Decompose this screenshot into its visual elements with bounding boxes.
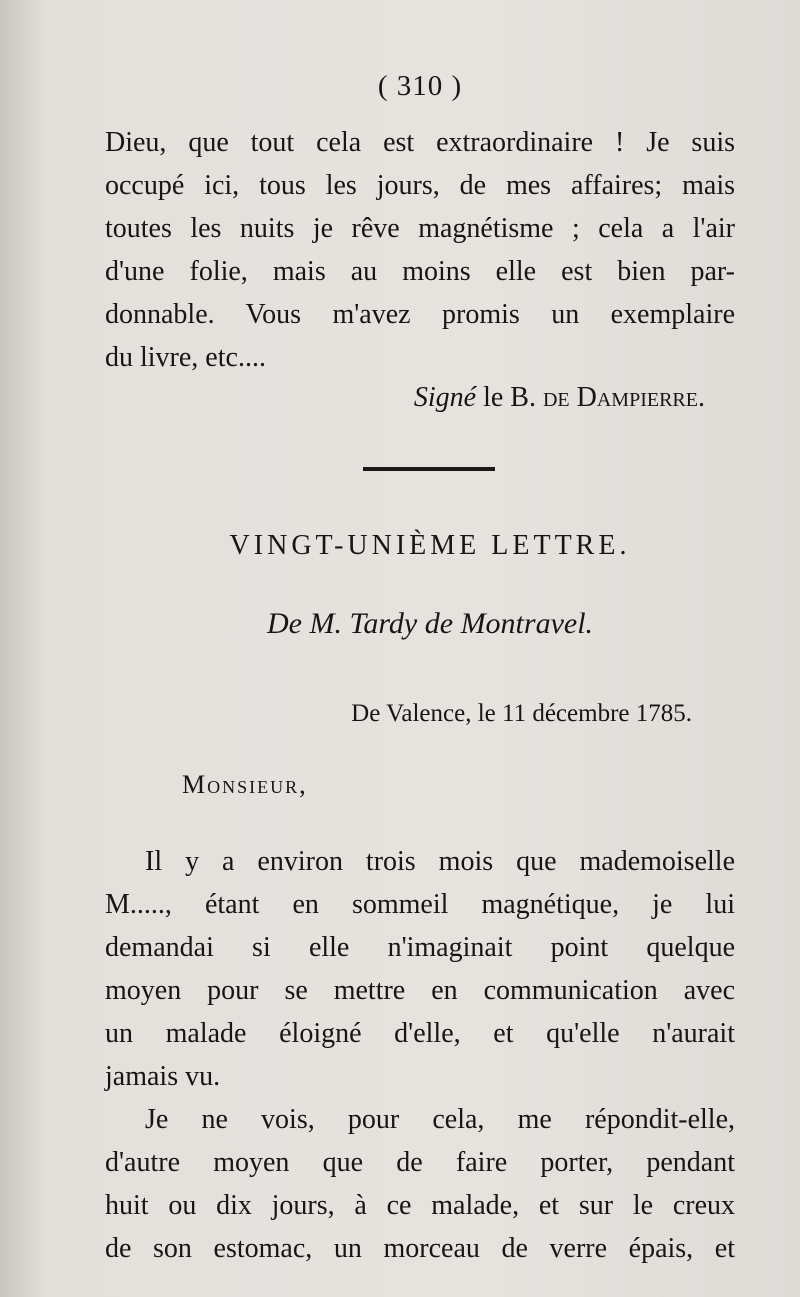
text-line: d'autre moyen que de faire porter, pendant bbox=[105, 1147, 735, 1178]
text-line: de son estomac, un morceau de verre épais, et bbox=[105, 1233, 735, 1264]
letter-date: De Valence, le 11 décembre 1785. bbox=[351, 700, 692, 727]
text-line: occupé ici, tous les jours, de mes affaires; mais bbox=[105, 170, 735, 201]
section-divider bbox=[363, 467, 495, 471]
signature-prefix: le B. bbox=[483, 382, 536, 413]
text-line: M....., étant en sommeil magnétique, je lui bbox=[105, 889, 735, 920]
text-line: jamais vu. bbox=[105, 1061, 221, 1092]
text-line: moyen pour se mettre en communication avec bbox=[105, 975, 735, 1006]
text-line: Il y a environ trois mois que mademoiselle bbox=[145, 846, 735, 877]
text-line: un malade éloigné d'elle, et qu'elle n'aurait bbox=[105, 1018, 735, 1049]
text-line: Je ne vois, pour cela, me répondit-elle, bbox=[145, 1104, 735, 1135]
signature bbox=[0, 378, 705, 418]
signature-signed: Signé bbox=[413, 382, 477, 413]
text-line: toutes les nuits je rêve magnétisme ; cela a l'air bbox=[105, 213, 735, 244]
text-line: demandai si elle n'imaginait point quelque bbox=[105, 932, 735, 963]
letter-author: De M. Tardy de Montravel. bbox=[266, 607, 594, 640]
text-line: huit ou dix jours, à ce malade, et sur le creux bbox=[105, 1190, 735, 1221]
signature-name: de Dampierre. bbox=[542, 382, 705, 413]
salutation: Monsieur, bbox=[182, 770, 308, 799]
text-line: donnable. Vous m'avez promis un exemplaire bbox=[105, 299, 735, 330]
page-number: ( 310 ) bbox=[377, 70, 463, 102]
text-line: d'une folie, mais au moins elle est bien par- bbox=[105, 256, 735, 287]
chapter-title: VINGT-UNIÈME LETTRE. bbox=[229, 530, 631, 561]
text-line: du livre, etc.... bbox=[105, 342, 266, 373]
text-line: Dieu, que tout cela est extraordinaire ! Je suis bbox=[105, 127, 735, 158]
